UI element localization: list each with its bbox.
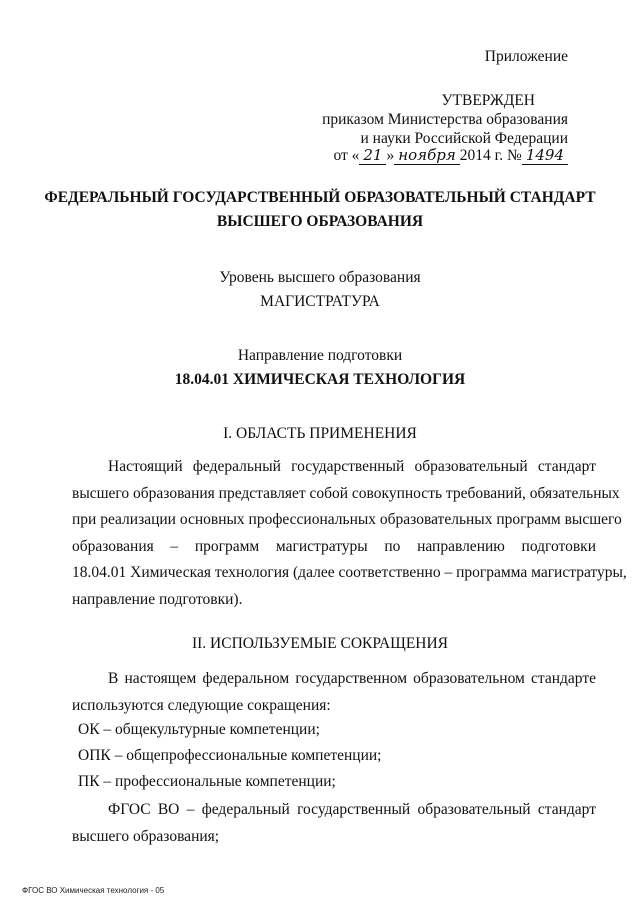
document-title-line-1: ФЕДЕРАЛЬНЫЙ ГОСУДАРСТВЕННЫЙ ОБРАЗОВАТЕЛЬНЫЙ СТАНДАРТ: [44, 189, 596, 206]
date-mid: »: [386, 147, 395, 164]
paragraph-line: направление подготовки).: [72, 590, 243, 608]
paragraph-line: В настоящем федеральном государственном образовательном стандарте: [108, 670, 596, 687]
paragraph-line: ФГОС ВО – федеральный государственный образовательный стандарт: [108, 801, 596, 818]
education-level-value: МАГИСТРАТУРА: [260, 293, 380, 310]
handwritten-day: 21: [359, 146, 386, 165]
order-line-1: приказом Министерства образования: [322, 111, 568, 128]
education-level-label: Уровень высшего образования: [219, 269, 421, 286]
appendix-label: Приложение: [484, 48, 568, 65]
paragraph-line: высшего образования представляет собой совокупность требований, обязательных: [72, 484, 620, 502]
page-footer: ФГОС ВО Химическая технология - 05: [22, 886, 165, 895]
direction-value: 18.04.01 ХИМИЧЕСКАЯ ТЕХНОЛОГИЯ: [174, 371, 466, 388]
abbreviation-item: ОК – общекультурные компетенции;: [78, 721, 320, 738]
paragraph-line: 18.04.01 Химическая технология (далее соответственно – программа магистратуры,: [72, 564, 627, 581]
order-line-2: и науки Российской Федерации: [360, 130, 568, 147]
paragraph-line: используются следующие сокращения:: [72, 696, 331, 714]
paragraph-line: при реализации основных профессиональных образовательных программ высшего: [72, 511, 622, 528]
document-title-line-2: ВЫСШЕГО ОБРАЗОВАНИЯ: [216, 213, 424, 230]
abbreviation-item: ОПК – общепрофессиональные компетенции;: [78, 747, 382, 764]
section-1-heading: I. ОБЛАСТЬ ПРИМЕНЕНИЯ: [223, 425, 417, 442]
section-2-heading: II. ИСПОЛЬЗУЕМЫЕ СОКРАЩЕНИЯ: [191, 635, 449, 652]
approved-label: УТВЕРЖДЕН: [441, 92, 535, 109]
date-prefix: от «: [333, 147, 360, 164]
date-suffix: 2014 г. №: [459, 147, 522, 164]
abbreviation-fgos: [72, 797, 596, 850]
paragraph-line: высшего образования;: [72, 827, 220, 845]
paragraph-line: образования – программ магистратуры по направлению подготовки: [72, 537, 596, 555]
paragraph-line: Настоящий федеральный государственный образовательный стандарт: [108, 458, 596, 475]
abbreviation-item: ПК – профессиональные компетенции;: [78, 773, 336, 790]
section-2-intro: [72, 666, 596, 719]
handwritten-order-number: 1494: [522, 146, 568, 165]
section-1-paragraph: [72, 454, 627, 613]
handwritten-month: ноября: [394, 146, 460, 165]
order-date-line: [333, 146, 568, 165]
direction-label: Направление подготовки: [237, 347, 403, 364]
